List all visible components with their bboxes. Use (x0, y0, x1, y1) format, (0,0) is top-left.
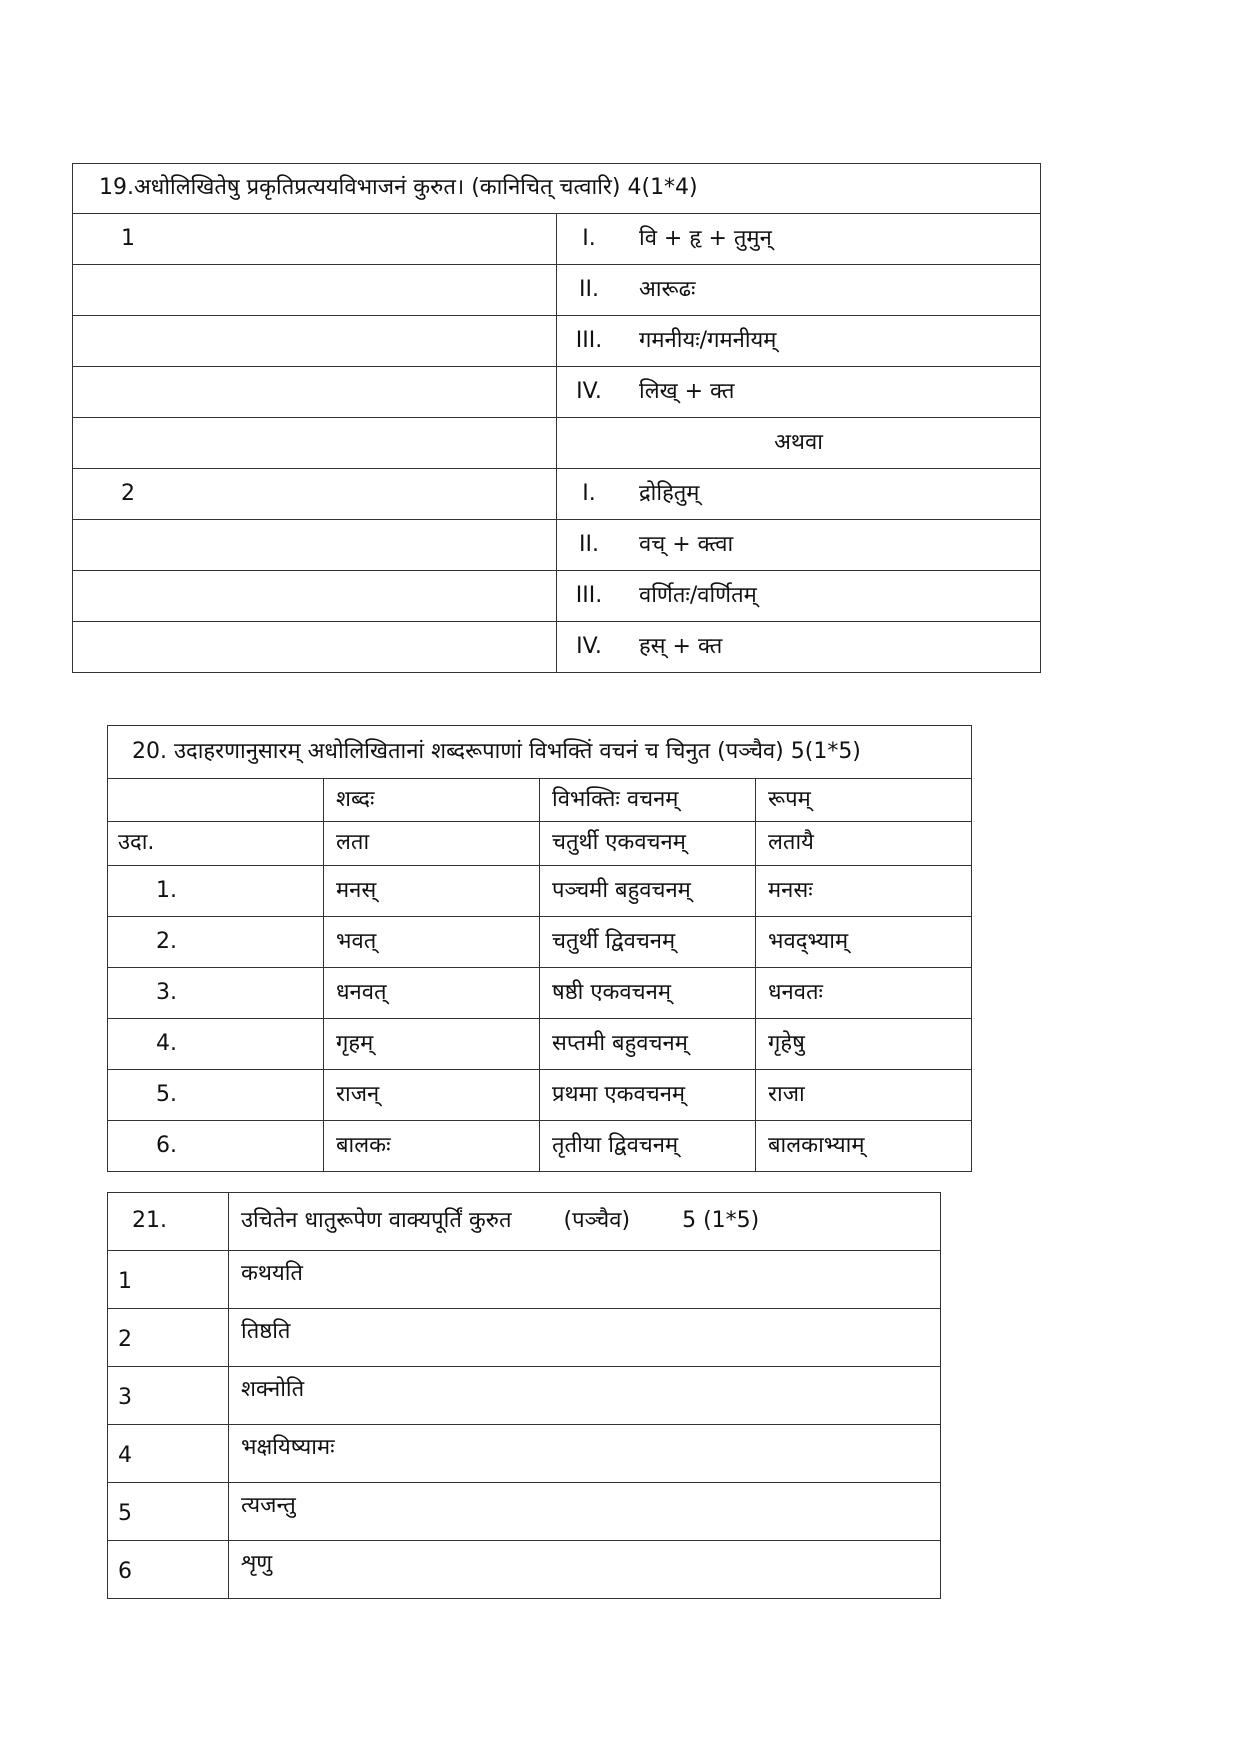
answer-text: हस् + क्त (639, 633, 723, 659)
column-header-shabda: शब्दः (324, 779, 540, 822)
roman-numeral: IV. (576, 633, 602, 659)
shabda-cell: मनस् (324, 866, 540, 917)
column-header-vibhakti: विभक्तिः वचनम् (540, 779, 756, 822)
table-row (73, 520, 1041, 571)
table-row (73, 418, 1041, 469)
roman-numeral: I. (582, 480, 596, 506)
roopa-cell: राजा (756, 1070, 972, 1121)
table-row (108, 968, 972, 1019)
table-row (73, 469, 1041, 520)
empty-cell (73, 571, 557, 622)
shabda-cell: राजन् (324, 1070, 540, 1121)
table-row (108, 1367, 941, 1425)
empty-cell (73, 622, 557, 673)
table-row (73, 214, 1041, 265)
empty-cell (73, 418, 557, 469)
vibhakti-cell: तृतीया द्विवचनम् (540, 1121, 756, 1172)
example-row (108, 822, 972, 866)
question-19-table (72, 163, 1041, 673)
table-row (108, 1251, 941, 1309)
shabda-cell: लता (324, 822, 540, 866)
vibhakti-cell: षष्ठी एकवचनम् (540, 968, 756, 1019)
answer-text: द्रोहितुम् (639, 480, 700, 506)
verb-form: भक्षयिष्यामः (241, 1435, 335, 1460)
question-20-table (107, 725, 972, 1172)
verb-form: तिष्ठति (241, 1319, 291, 1344)
shabda-cell: धनवत् (324, 968, 540, 1019)
question-21-title: उचितेन धातुरूपेण वाक्यपूर्तिं कुरुत (241, 1208, 512, 1234)
row-index: 6. (108, 1121, 324, 1172)
example-label: उदा. (108, 822, 324, 866)
question-21-marks: 5 (1*5) (682, 1208, 760, 1234)
roopa-cell: लतायै (756, 822, 972, 866)
answer-text: वच् + क्त्वा (639, 531, 734, 557)
question-21-table (107, 1192, 941, 1599)
table-row (73, 622, 1041, 673)
answer-text: लिख् + क्त (639, 378, 735, 404)
group-number: 2 (73, 469, 557, 520)
roman-numeral: IV. (576, 378, 602, 404)
separator-athava: अथवा (557, 418, 1041, 469)
group-number: 1 (73, 214, 557, 265)
row-number: 3 (118, 1385, 132, 1410)
answer-text: आरूढः (639, 276, 696, 302)
table-row (108, 1425, 941, 1483)
table-row (73, 265, 1041, 316)
vibhakti-cell: चतुर्थी द्विवचनम् (540, 917, 756, 968)
answer-text: गमनीयः/गमनीयम् (639, 327, 777, 353)
vibhakti-cell: चतुर्थी एकवचनम् (540, 822, 756, 866)
table-row (108, 1019, 972, 1070)
shabda-cell: भवत् (324, 917, 540, 968)
answer-text: वर्णितः/वर्णितम् (639, 582, 757, 608)
table-row (108, 1070, 972, 1121)
shabda-cell: गृहम् (324, 1019, 540, 1070)
column-header-blank (108, 779, 324, 822)
row-index: 5. (108, 1070, 324, 1121)
table-row (108, 1541, 941, 1599)
table-row (73, 571, 1041, 622)
empty-cell (73, 367, 557, 418)
question-21-number: 21. (108, 1193, 229, 1251)
verb-form: शक्नोति (241, 1377, 305, 1402)
verb-form: त्यजन्तु (241, 1493, 296, 1518)
row-number: 1 (118, 1269, 132, 1294)
table-row (73, 316, 1041, 367)
row-number: 6 (118, 1559, 132, 1584)
table-row (108, 866, 972, 917)
row-index: 2. (108, 917, 324, 968)
table-row (108, 1309, 941, 1367)
column-header-roopa: रूपम् (756, 779, 972, 822)
vibhakti-cell: प्रथमा एकवचनम् (540, 1070, 756, 1121)
table-row (108, 1483, 941, 1541)
verb-form: कथयति (241, 1261, 303, 1286)
empty-cell (73, 520, 557, 571)
row-index: 4. (108, 1019, 324, 1070)
roopa-cell: मनसः (756, 866, 972, 917)
row-number: 5 (118, 1501, 132, 1526)
roopa-cell: बालकाभ्याम् (756, 1121, 972, 1172)
row-number: 2 (118, 1327, 132, 1352)
roopa-cell: धनवतः (756, 968, 972, 1019)
roman-numeral: II. (579, 276, 599, 302)
roman-numeral: I. (582, 225, 596, 251)
question-21-choice: (पञ्चैव) (563, 1208, 631, 1234)
roman-numeral: III. (575, 582, 603, 608)
answer-text: वि + हृ + तुमुन् (639, 225, 772, 251)
vibhakti-cell: सप्तमी बहुवचनम् (540, 1019, 756, 1070)
row-index: 3. (108, 968, 324, 1019)
verb-form: शृणु (241, 1551, 273, 1576)
question-19-header: 19.अधोलिखितेषु प्रकृतिप्रत्ययविभाजनं कुरुत। (कानिचित् चत्वारि) 4(1*4) (73, 164, 1041, 214)
question-21-header-row (108, 1193, 941, 1251)
table-row (108, 917, 972, 968)
table-row (108, 1121, 972, 1172)
row-number: 4 (118, 1443, 132, 1468)
roman-numeral: II. (579, 531, 599, 557)
question-20-header: 20. उदाहरणानुसारम् अधोलिखितानां शब्दरूपाणां विभक्तिं वचनं च चिनुत (पञ्चैव) 5(1*5) (108, 726, 972, 779)
table-row (73, 367, 1041, 418)
roopa-cell: भवद्भ्याम् (756, 917, 972, 968)
shabda-cell: बालकः (324, 1121, 540, 1172)
empty-cell (73, 316, 557, 367)
column-header-row (108, 779, 972, 822)
roopa-cell: गृहेषु (756, 1019, 972, 1070)
row-index: 1. (108, 866, 324, 917)
roman-numeral: III. (575, 327, 603, 353)
vibhakti-cell: पञ्चमी बहुवचनम् (540, 866, 756, 917)
empty-cell (73, 265, 557, 316)
